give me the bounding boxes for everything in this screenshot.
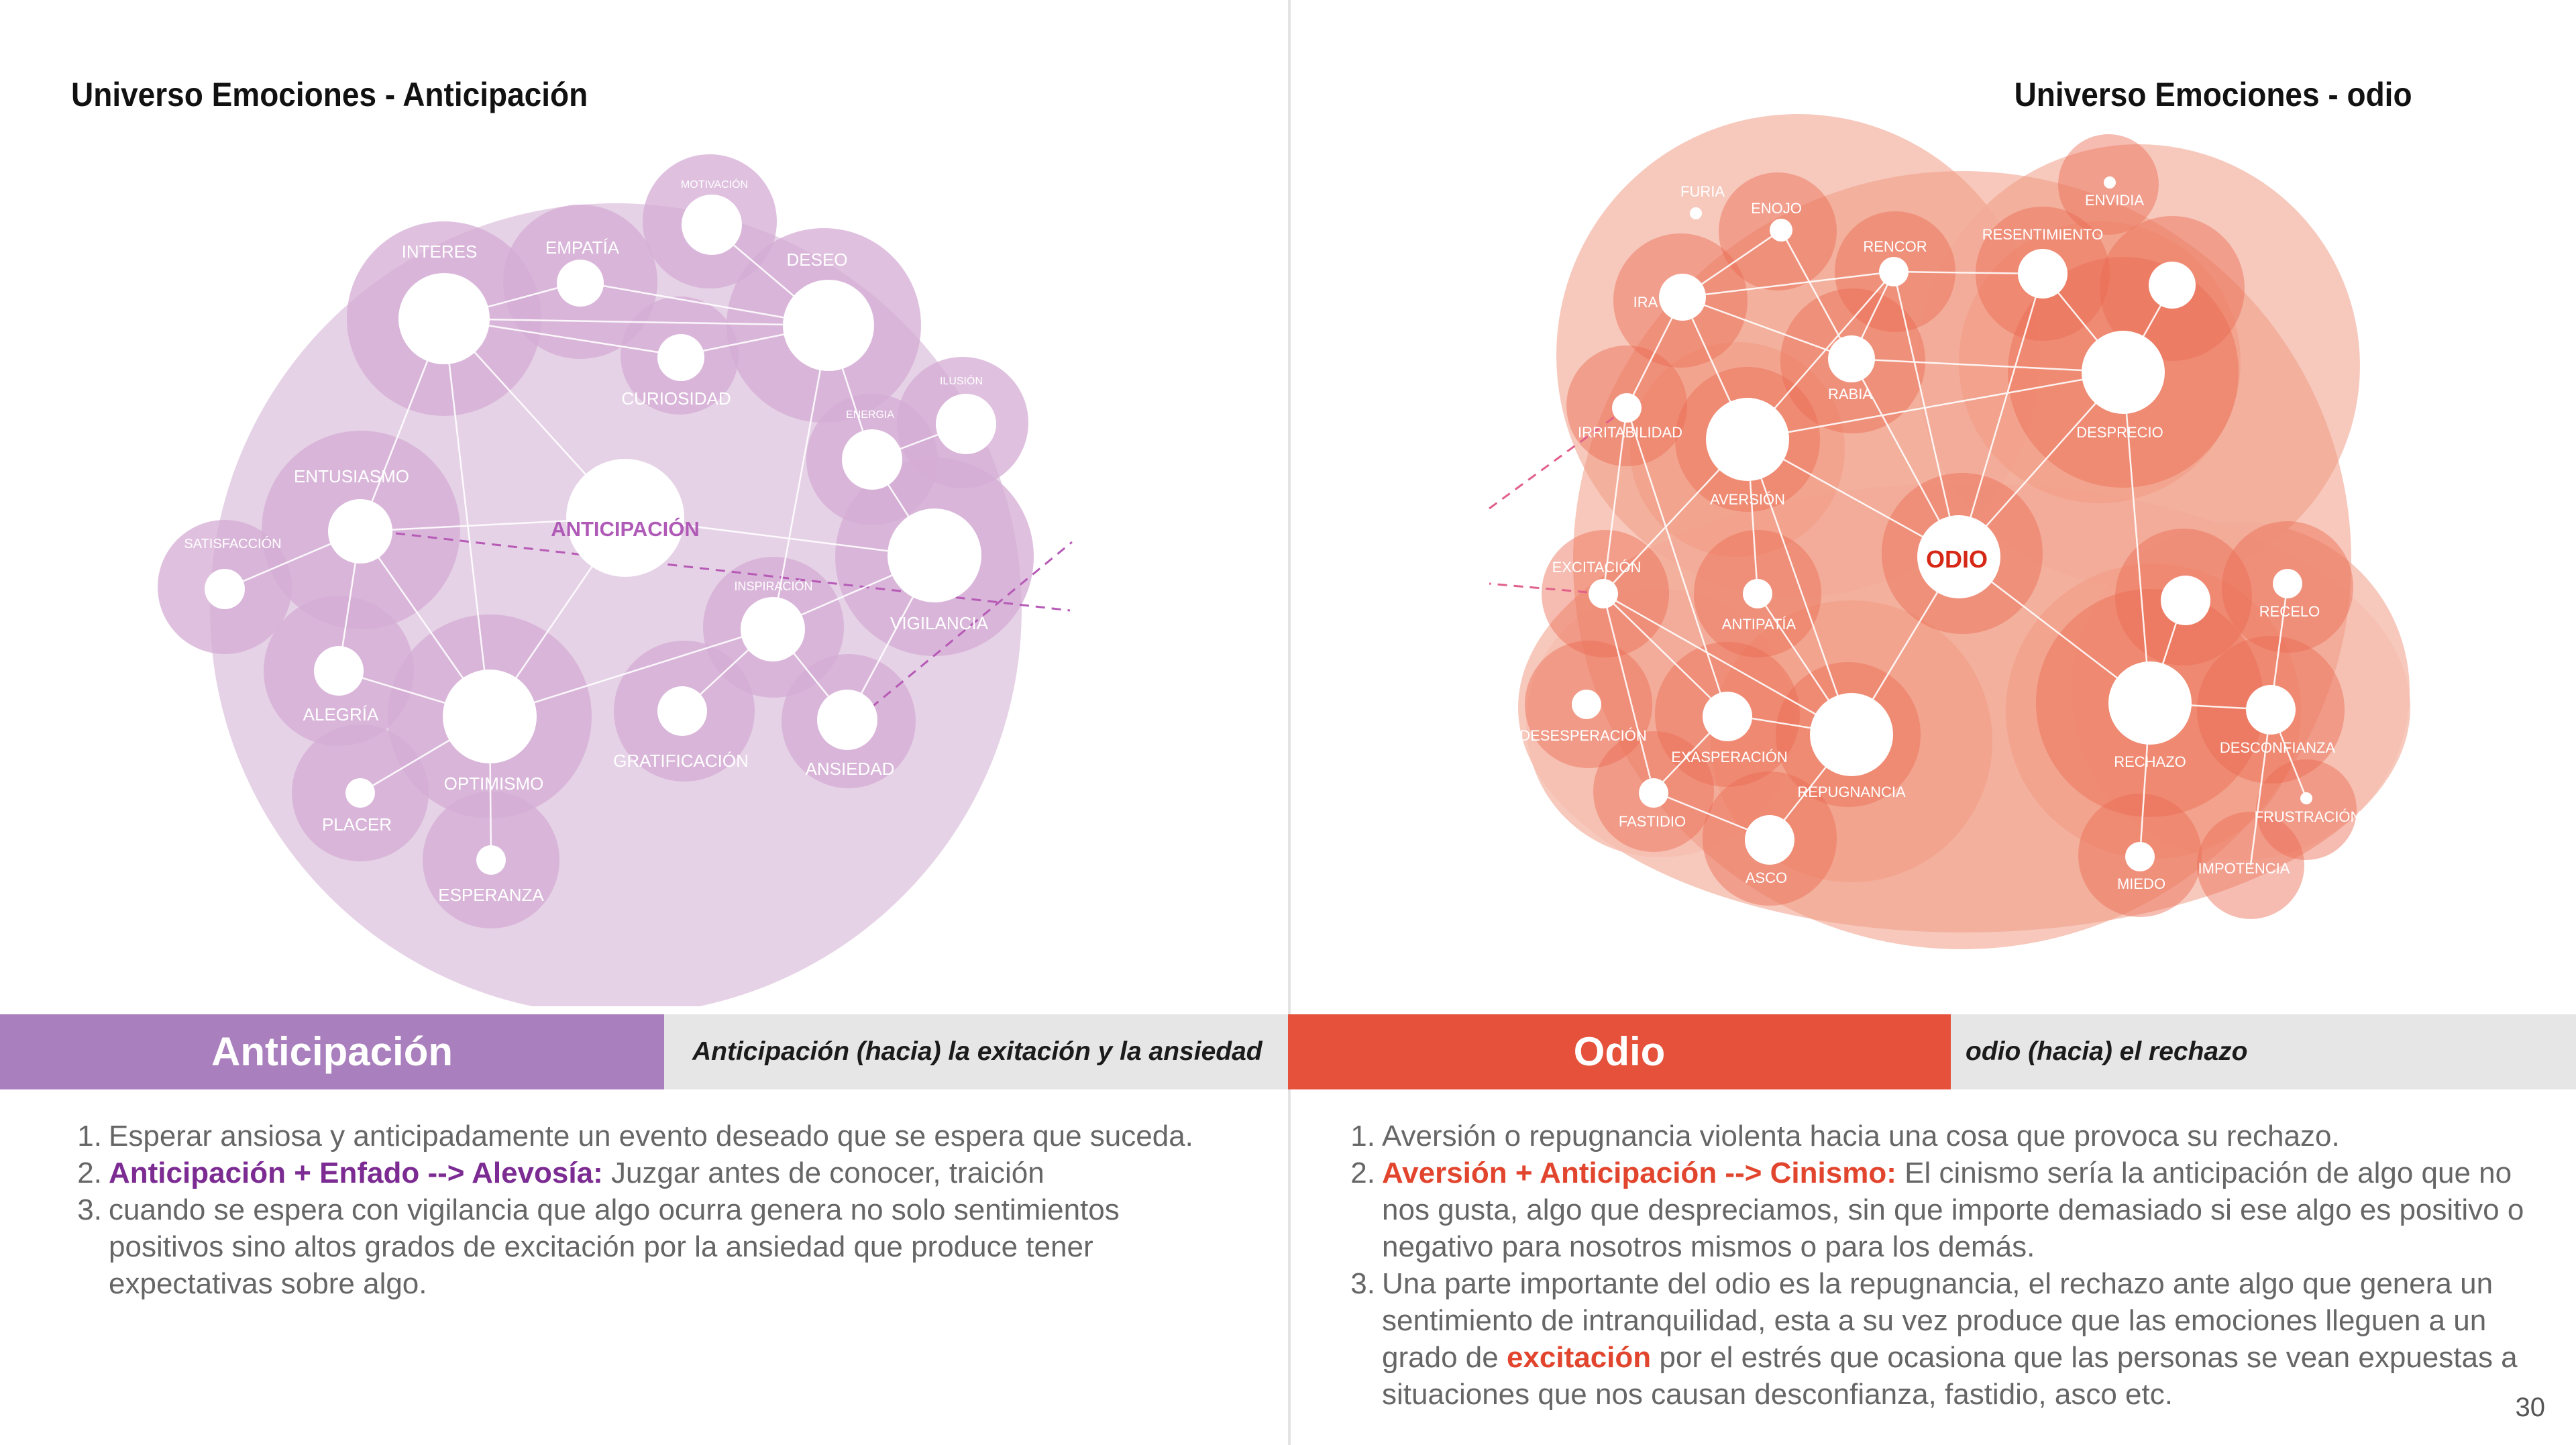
node-label-enojo: ENOJO [1751,200,1802,217]
list-item [1344,1155,2525,1265]
list-text: Una parte importante del odio es la repugnancia, el rechazo ante algo que genera un sentimiento de intranquilidad, esta a su vez produce que las emociones lleguen a un grado de [1382,1267,2493,1374]
list-item [71,1191,1238,1302]
list-number: 1. [77,1120,102,1153]
list-item [71,1118,1238,1155]
node-label-vigilancia: VIGILANCIA [890,613,988,633]
list-text: Esperar ansiosa y anticipadamente un evento deseado que se espera que suceda. [109,1120,1193,1153]
list-item [1344,1265,2525,1413]
list-text: Aversión o repugnancia violenta hacia una cosa que provoca su rechazo. [1382,1120,2340,1153]
node-label-ira: IRA [1633,294,1658,311]
node-label-placer: PLACER [321,814,392,835]
node-label-fastidio: FASTIDIO [1618,813,1686,830]
node-label-gratificacion: GRATIFICACIÓN [613,751,749,771]
node-label-frustracion: FRUSTRACIÓN [2254,808,2361,825]
node-label-envidia: ENVIDIA [2084,192,2145,209]
list-highlight: Anticipación + Enfado --> Alevosía: [109,1157,603,1189]
left-definition-list [71,1118,1238,1302]
list-text: El cinismo sería la anticipación de algo que no nos gusta, algo que despreciamos, sin que importe demasiado si ese algo es positivo o negativo para nosotros mismos o para los demás. [1382,1157,2524,1263]
node-label-antipatia: ANTIPATÍA [1721,616,1796,633]
node-label-interes: INTERES [401,242,478,262]
list-text: cuando se espera con vigilancia que algo ocurra genera no solo sentimientos positivos sino altos grados de excitación por la ansiedad que produce tener expectativas sobre algo. [109,1193,1120,1300]
node-label-excitacion: EXCITACIÓN [1552,559,1642,576]
list-number: 2. [1350,1157,1375,1189]
node-label-aversion: AVERSIÓN [1709,491,1786,508]
list-item [71,1155,1238,1191]
node-label-curiosidad: CURIOSIDAD [621,388,731,409]
node-label-optimismo: OPTIMISMO [443,773,544,794]
node-label-rencor: RENCOR [1863,238,1927,255]
list-text: Juzgar antes de conocer, traición [602,1157,1044,1189]
node-label-ilusion: ILUSIÓN [939,376,983,387]
right-definition-list [1344,1118,2525,1413]
node-label-resentimiento: RESENTIMIENTO [1982,226,2104,243]
list-highlight: Aversión + Anticipación --> Cinismo: [1382,1157,1896,1189]
node-label-energia: ENERGIA [845,409,895,421]
node-label-entusiasmo: ENTUSIASMO [294,466,409,486]
node-label-impotencia: IMPOTENCIA [2198,860,2290,877]
left-title-band [0,1014,1288,1089]
node-label-miedo: MIEDO [2116,875,2166,892]
odio-universe [1489,114,2410,949]
right-band-subtitle: odio (hacia) el rechazo [1951,1014,2576,1089]
list-number: 3. [77,1193,102,1226]
node-label-desesperacion: DESESPERACIÓN [1519,727,1647,744]
odio-center-label: ODIO [1925,545,1988,573]
node-label-rechazo: RECHAZO [2114,753,2186,770]
left-band-title: Anticipación [0,1014,664,1089]
list-item [1344,1118,2525,1155]
node-label-exasperacion: EXASPERACIÓN [1671,749,1788,765]
node-label-alegria: ALEGRÍA [303,704,379,725]
node-label-recelo: RECELO [2259,603,2320,620]
node-label-deseo: DESEO [786,250,848,270]
list-number: 3. [1350,1267,1375,1300]
anticipacion-center-label: ANTICIPACIÓN [551,517,700,541]
right-title-band [1288,1014,2576,1089]
node-label-repugnancia: REPUGNANCIA [1797,784,1906,800]
node-label-irritabilidad: IRRITABILIDAD [1577,424,1683,441]
left-diagram-title: Universo Emociones - Anticipación [71,76,588,113]
node-label-ansiedad: ANSIEDAD [805,759,895,779]
list-text: por el estrés que ocasiona que las personas se vean expuestas a situaciones que nos causan desconfianza, fastidio, asco etc. [1382,1341,2518,1411]
node-label-inspiracion: INSPIRACIÓN [734,580,813,593]
node-label-empatia: EMPATÍA [545,237,620,258]
node-label-rabia: RABIA [1827,386,1873,403]
right-band-title: Odio [1288,1014,1951,1089]
node-label-desconfianza: DESCONFIANZA [2219,739,2336,756]
node-label-desprecio: DESPRECIO [2076,424,2163,441]
list-number: 2. [77,1157,102,1189]
node-label-esperanza: ESPERANZA [438,885,544,905]
page-number: 30 [2515,1393,2545,1422]
node-label-asco: ASCO [1745,869,1788,886]
list-number: 1. [1350,1120,1375,1153]
list-highlight: excitación [1506,1341,1652,1374]
node-label-furia: FURIA [1680,183,1725,200]
left-band-subtitle: Anticipación (hacia) la exitación y la ansiedad [664,1014,1288,1089]
right-diagram-title: Universo Emociones - odio [2015,76,2412,113]
node-label-satisfaccion: SATISFACCIÓN [184,537,282,551]
node-label-motivacion: MOTIVACIÓN [680,179,749,191]
